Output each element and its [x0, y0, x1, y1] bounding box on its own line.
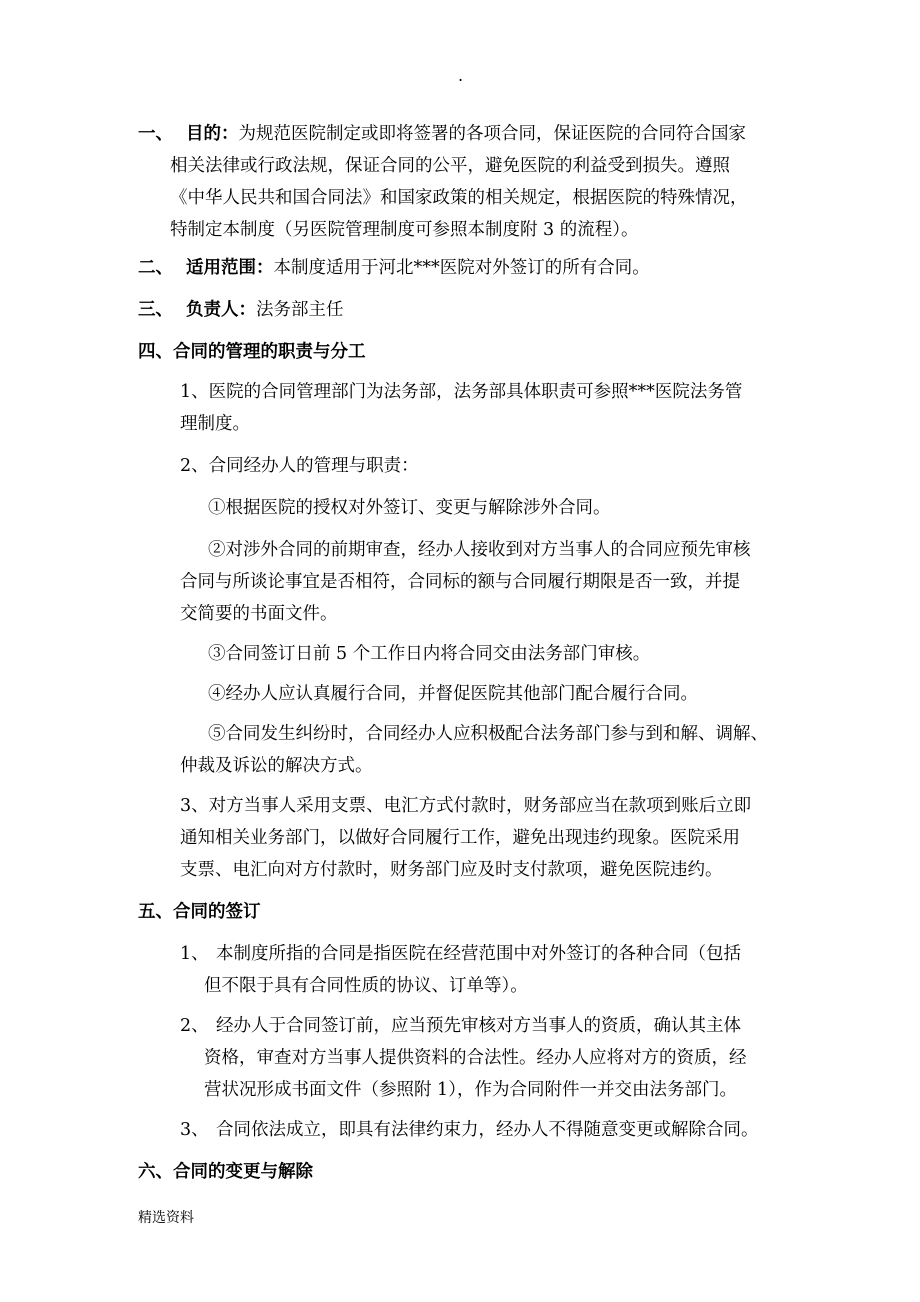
section-4-para-1-line-1: 1、医院的合同管理部门为法务部，法务部具体职责可参照***医院法务管 — [180, 382, 743, 402]
section-5-item-2-number: 2、 — [180, 1016, 209, 1036]
section-1-line-1: 为规范医院制定或即将签署的各项合同，保证医院的合同符合国家 — [238, 124, 746, 144]
section-4-clause-3: ③合同签订日前 5 个工作日内将合同交由法务部门审核。 — [208, 644, 651, 664]
section-4-para-3-line-2: 通知相关业务部门，以做好合同履行工作，避免出现违约现象。医院采用 — [180, 828, 740, 848]
section-5-item-2 — [180, 1010, 747, 1106]
section-1-line-4: 特制定本制度（另医院管理制度可参照本制度附 3 的流程）。 — [170, 220, 639, 240]
section-3-label: 负责人： — [186, 300, 256, 320]
section-1-label: 目的： — [186, 124, 239, 144]
section-5-item-3-line-1: 合同依法成立，即具有法律约束力，经办人不得随意变更或解除合同。 — [216, 1120, 759, 1140]
section-1-line-2: 相关法律或行政法规，保证合同的公平，避免医院的利益受到损失。遵照 — [170, 156, 730, 176]
section-5-item-2-line-3: 营状况形成书面文件（参照附 1），作为合同附件一并交由法务部门。 — [204, 1080, 737, 1100]
section-1 — [138, 118, 748, 246]
section-5-item-1-line-2: 但不限于具有合同性质的协议、订单等）。 — [204, 976, 528, 996]
section-4-clause-2 — [180, 534, 751, 630]
section-5-item-1-line-1: 本制度所指的合同是指医院在经营范围中对外签订的各种合同（包括 — [216, 944, 741, 964]
section-4-para-1 — [180, 376, 742, 440]
section-4-para-3-line-1: 3、对方当事人采用支票、电汇方式付款时，财务部应当在款项到账后立即 — [180, 796, 752, 816]
section-3-text: 法务部主任 — [256, 300, 344, 320]
section-4-clause-2-line-1: ②对涉外合同的前期审查，经办人接收到对方当事人的合同应预先审核 — [208, 540, 751, 560]
section-4-clause-5-line-2: 仲裁及诉讼的解决方式。 — [180, 756, 373, 776]
section-4-clause-5 — [180, 718, 768, 782]
header-mark: . — [458, 66, 464, 85]
section-4-clause-4: ④经办人应认真履行合同，并督促医院其他部门配合履行合同。 — [208, 684, 698, 704]
section-5-item-1-number: 1、 — [180, 944, 209, 964]
section-4-clause-2-line-3: 交简要的书面文件。 — [180, 604, 338, 624]
section-5-heading: 五、合同的签订 — [138, 902, 261, 922]
section-1-number: 一、 — [138, 124, 173, 144]
section-5-item-2-line-2: 资格，审查对方当事人提供资料的合法性。经办人应将对方的资质，经 — [204, 1048, 747, 1068]
section-5-item-1 — [180, 938, 741, 1002]
section-4-clause-1: ①根据医院的授权对外签订、变更与解除涉外合同。 — [208, 498, 611, 518]
section-2-text: 本制度适用于河北***医院对外签订的所有合同。 — [273, 258, 650, 278]
section-5-item-2-line-1: 经办人于合同签订前，应当预先审核对方当事人的资质，确认其主体 — [216, 1016, 741, 1036]
section-4-clause-5-line-1: ⑤合同发生纠纷时，合同经办人应积极配合法务部门参与到和解、调解、 — [208, 724, 768, 744]
section-4-para-2: 2、合同经办人的管理与职责： — [180, 456, 419, 476]
section-2 — [138, 252, 650, 284]
section-5-item-3 — [180, 1114, 759, 1146]
footer-text: 精选资料 — [138, 1210, 194, 1226]
section-3 — [138, 294, 344, 326]
section-4-heading: 四、合同的管理的职责与分工 — [138, 342, 366, 362]
section-3-number: 三、 — [138, 300, 173, 320]
section-4-para-3 — [180, 790, 751, 886]
section-5-item-3-number: 3、 — [180, 1120, 209, 1140]
section-4-para-3-line-3: 支票、电汇向对方付款时，财务部门应及时支付款项，避免医院违约。 — [180, 860, 723, 880]
section-6-heading: 六、合同的变更与解除 — [138, 1162, 313, 1182]
section-1-line-3: 《中华人民共和国合同法》和国家政策的相关规定，根据医院的特殊情况， — [170, 188, 748, 208]
section-4-para-1-line-2: 理制度。 — [180, 414, 250, 434]
section-4-clause-2-line-2: 合同与所谈论事宜是否相符，合同标的额与合同履行期限是否一致，并提 — [180, 572, 740, 592]
section-2-number: 二、 — [138, 258, 173, 278]
section-2-label: 适用范围： — [186, 258, 274, 278]
